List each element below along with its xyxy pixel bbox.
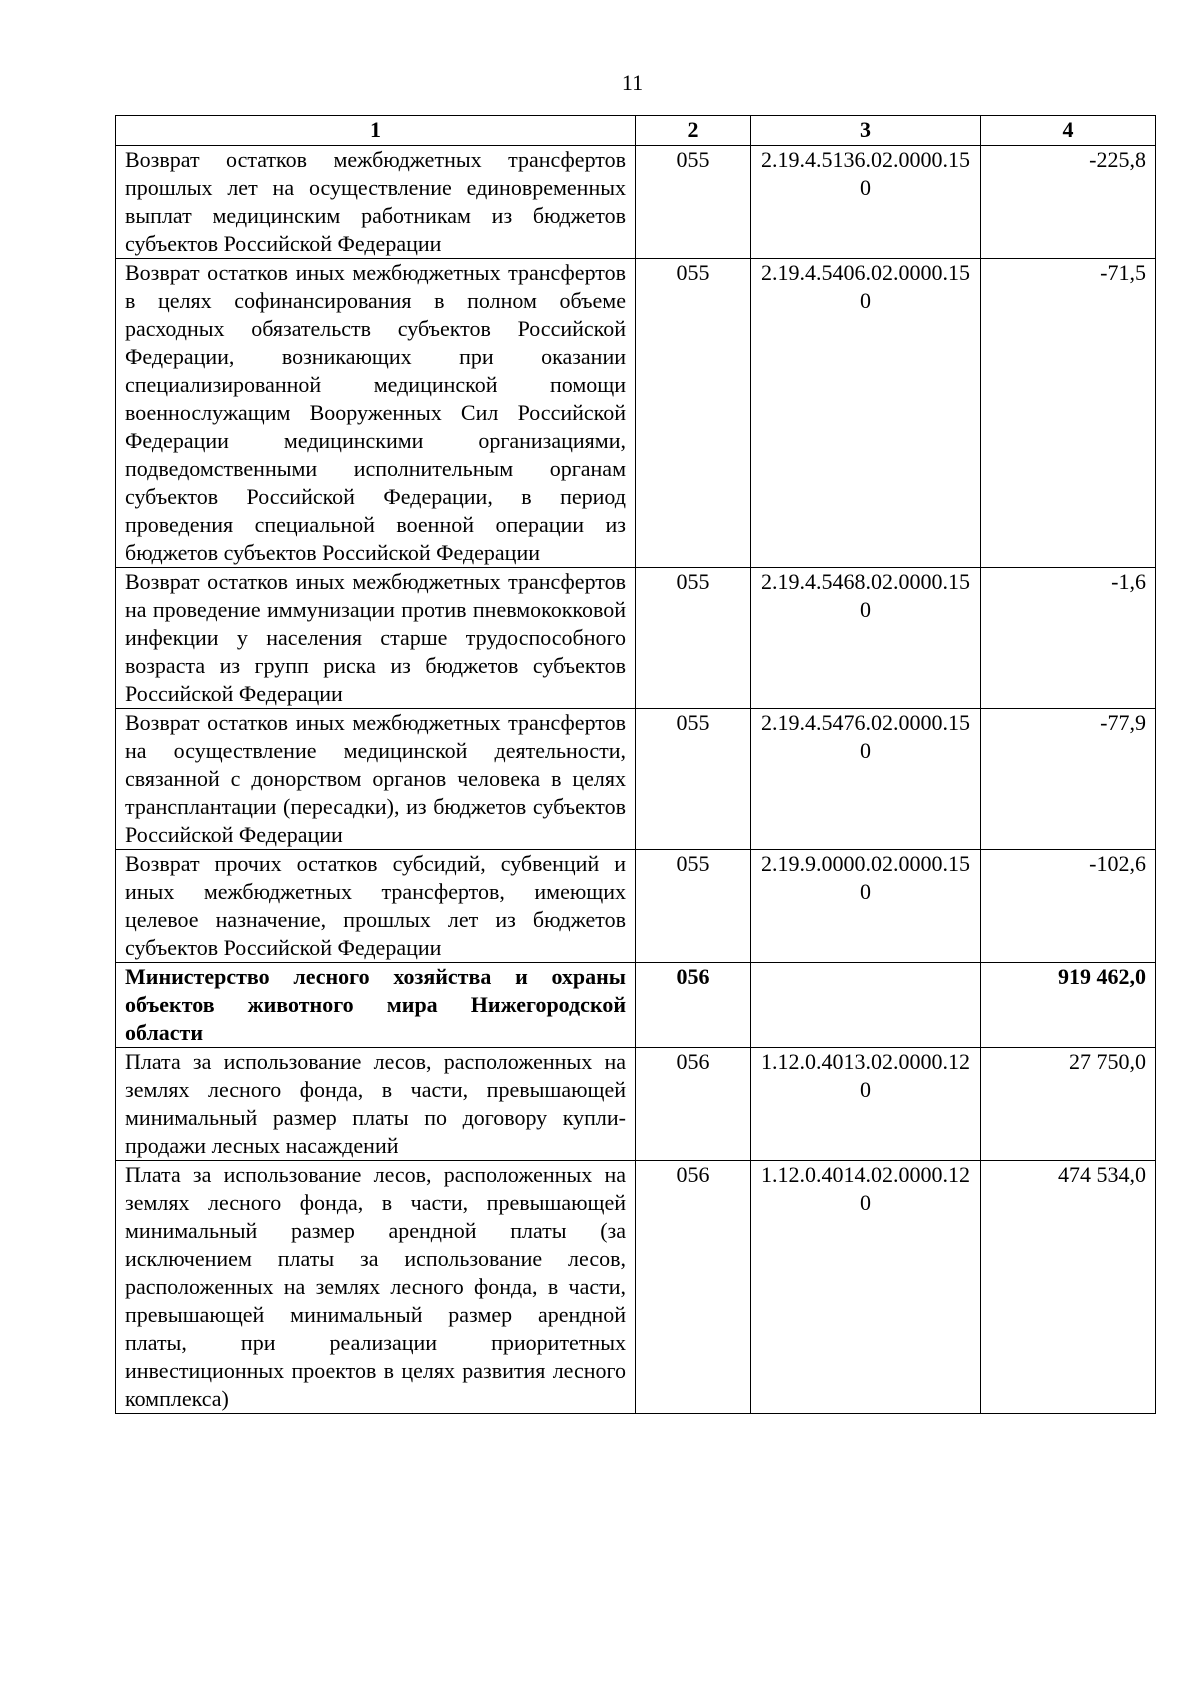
- budget-code-cell: [751, 963, 981, 1048]
- revenue-name-cell: Возврат остатков иных межбюджетных трансфертов на осуществление медицинской деятельности, связанной с донорством органов человека в целях трансплантации (пересадки), из бюджетов субъектов Российской Федерации: [116, 709, 636, 850]
- revenue-name-cell: Возврат остатков иных межбюджетных трансфертов на проведение иммунизации против пневмококковой инфекции у населения старше трудоспособного возраста из групп риска из бюджетов субъектов Российской Федерации: [116, 568, 636, 709]
- budget-code-cell: 1.12.0.4014.02.0000.120: [751, 1161, 981, 1414]
- budget-code-cell: 2.19.4.5136.02.0000.150: [751, 146, 981, 259]
- admin-code-cell: 056: [636, 1048, 751, 1161]
- admin-code-cell: 056: [636, 963, 751, 1048]
- table-row: [116, 1048, 1156, 1161]
- amount-cell: -225,8: [981, 146, 1156, 259]
- column-header-4: 4: [981, 116, 1156, 146]
- table-header-row: [116, 116, 1156, 146]
- ministry-total-cell: 919 462,0: [981, 963, 1156, 1048]
- amount-cell: 474 534,0: [981, 1161, 1156, 1414]
- admin-code-cell: 055: [636, 568, 751, 709]
- column-header-2: 2: [636, 116, 751, 146]
- revenue-name-cell: Возврат остатков межбюджетных трансфертов прошлых лет на осуществление единовременных выплат медицинским работникам из бюджетов субъектов Российской Федерации: [116, 146, 636, 259]
- budget-code-cell: 2.19.4.5406.02.0000.150: [751, 259, 981, 568]
- amount-cell: -71,5: [981, 259, 1156, 568]
- revenue-name-cell: Плата за использование лесов, расположенных на землях лесного фонда, в части, превышающей минимальный размер платы по договору купли-продажи лесных насаждений: [116, 1048, 636, 1161]
- admin-code-cell: 056: [636, 1161, 751, 1414]
- table-row-ministry-total: [116, 963, 1156, 1048]
- admin-code-cell: 055: [636, 146, 751, 259]
- revenue-name-cell: Возврат остатков иных межбюджетных трансфертов в целях софинансирования в полном объеме расходных обязательств субъектов Российской Федерации, возникающих при оказании специализированной медицинской помощи военнослужащим Вооруженных Сил Российской Федерации медицинскими организациями, подведомственными исполнительным органам субъектов Российской Федерации, в период проведения специальной военной операции из бюджетов субъектов Российской Федерации: [116, 259, 636, 568]
- ministry-name-cell: Министерство лесного хозяйства и охраны объектов животного мира Нижегородской области: [116, 963, 636, 1048]
- amount-cell: 27 750,0: [981, 1048, 1156, 1161]
- table-row: [116, 146, 1156, 259]
- budget-table: [115, 115, 1156, 1414]
- amount-cell: -102,6: [981, 850, 1156, 963]
- admin-code-cell: 055: [636, 709, 751, 850]
- table-body: [116, 146, 1156, 1414]
- column-header-3: 3: [751, 116, 981, 146]
- page-number: 11: [621, 70, 644, 95]
- amount-cell: -1,6: [981, 568, 1156, 709]
- table-row: [116, 259, 1156, 568]
- revenue-name-cell: Плата за использование лесов, расположенных на землях лесного фонда, в части, превышающей минимальный размер арендной платы (за исключением платы за использование лесов, расположенных на землях лесного фонда, в части, превышающей минимальный размер арендной платы, при реализации приоритетных инвестиционных проектов в целях развития лесного комплекса): [116, 1161, 636, 1414]
- table-row: [116, 850, 1156, 963]
- admin-code-cell: 055: [636, 850, 751, 963]
- column-header-1: 1: [116, 116, 636, 146]
- budget-code-cell: 1.12.0.4013.02.0000.120: [751, 1048, 981, 1161]
- admin-code-cell: 055: [636, 259, 751, 568]
- table-row: [116, 709, 1156, 850]
- budget-code-cell: 2.19.4.5476.02.0000.150: [751, 709, 981, 850]
- revenue-name-cell: Возврат прочих остатков субсидий, субвенций и иных межбюджетных трансфертов, имеющих целевое назначение, прошлых лет из бюджетов субъектов Российской Федерации: [116, 850, 636, 963]
- budget-code-cell: 2.19.9.0000.02.0000.150: [751, 850, 981, 963]
- budget-code-cell: 2.19.4.5468.02.0000.150: [751, 568, 981, 709]
- table-row: [116, 568, 1156, 709]
- amount-cell: -77,9: [981, 709, 1156, 850]
- table-row: [116, 1161, 1156, 1414]
